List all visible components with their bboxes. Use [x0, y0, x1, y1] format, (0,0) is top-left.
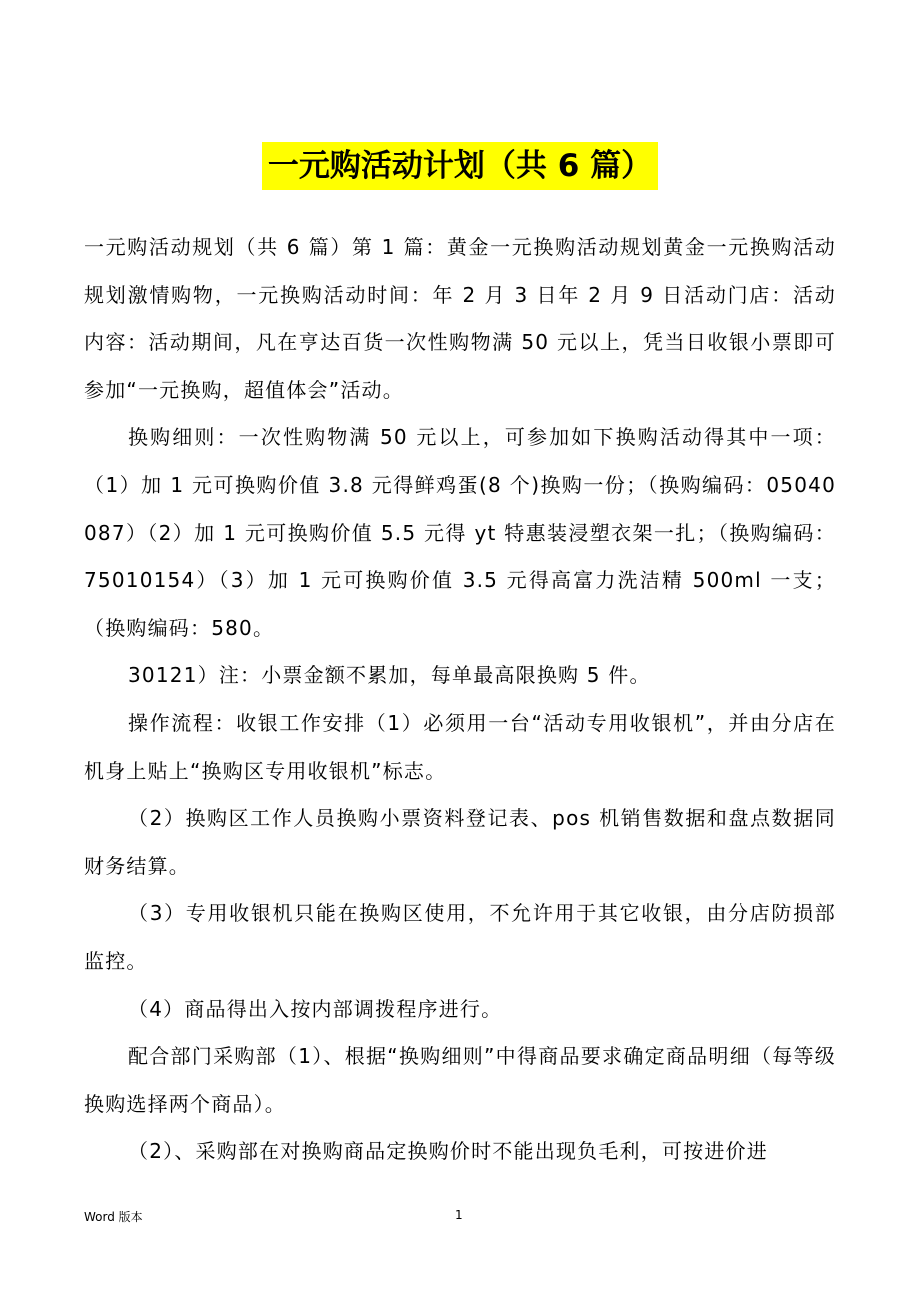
paragraph-intro: 一元购活动规划（共 6 篇）第 1 篇：黄金一元换购活动规划黄金一元换购活动规划激情购物，一元换购活动时间：年 2 月 3 日年 2 月 9 日活动门店：活动内容：活动期间，凡在亨达百货一次性购物满 50 元以上，凭当日收银小票即可参加“一元换购，超值体会”活动。 [84, 235, 836, 402]
paragraph-operation-flow: 操作流程：收银工作安排（1）必须用一台“活动专用收银机”，并由分店在机身上贴上“换购区专用收银机”标志。 [84, 710, 836, 783]
paragraph-step-3: （3）专用收银机只能在换购区使用，不允许用于其它收银，由分店防损部监控。 [84, 901, 836, 973]
document-body [84, 224, 836, 1176]
paragraph-step-4: （4）商品得出入按内部调拨程序进行。 [128, 996, 503, 1021]
paragraph-exchange-rules: 换购细则：一次性购物满 50 元以上，可参加如下换购活动得其中一项：（1）加 1 元可换购价值 3.8 元得鲜鸡蛋(8 个)换购一份；（换购编码：05040087）（2）加 1 元可换购价值 5.5 元得 yt 特惠装浸塑衣架一扎；（换购编码：75010154）（3）加 1 元可换购价值 3.5 元得高富力洗洁精 500ml 一支；（换购编码：580。 [84, 425, 836, 640]
paragraph-purchasing-step-2: （2）、采购部在对换购商品定换购价时不能出现负毛利，可按进价进 [128, 1139, 768, 1164]
paragraph-step-2: （2）换购区工作人员换购小票资料登记表、pos 机销售数据和盘点数据同财务结算。 [84, 806, 836, 878]
footer-label: Word 版本 [84, 1210, 143, 1224]
title-container [0, 142, 920, 190]
paragraph-purchasing-dept: 配合部门采购部（1）、根据“换购细则”中得商品要求确定商品明细（每等级换购选择两个商品）。 [84, 1044, 836, 1116]
footer-page-number: 1 [455, 1208, 463, 1222]
document-title: 一元购活动计划（共 6 篇） [262, 142, 658, 190]
paragraph-note: 30121）注：小票金额不累加，每单最高限换购 5 件。 [128, 663, 651, 688]
